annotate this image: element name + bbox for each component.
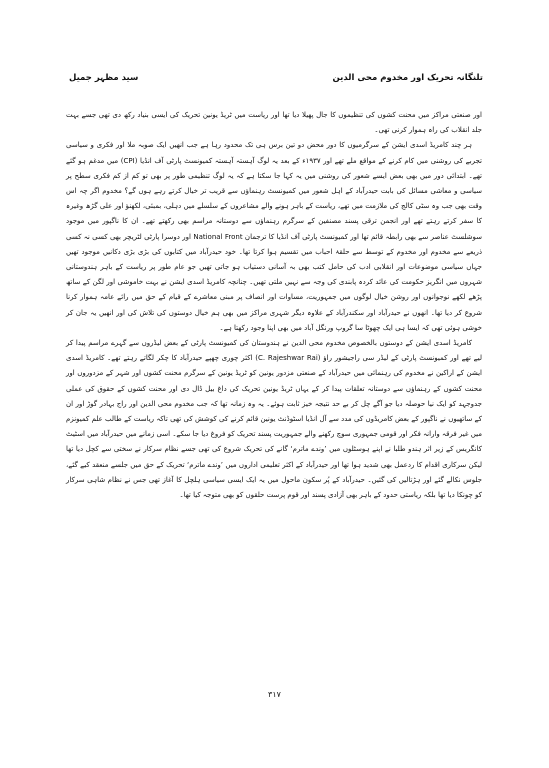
running-header-author: سید مظہر جمیل xyxy=(69,73,139,83)
running-header-title: تلنگانہ تحریک اور مخدوم محی الدین xyxy=(332,73,483,83)
body-text xyxy=(66,108,482,503)
paragraph: ہر چند کامریڈ اسدی ایشن کے سرگرمیوں کا دور محض دو تین برس ہی تک محدود رہا ہے جب انھیں ایک صوبہ ملا اور فکری و سیاسی تجربے کی روشنی میں کام کرنے کے مواقع ملے تھے اور ۱۹۳۷ء کے بعد یہ لوگ آہستہ آہستہ کمیونسٹ پارٹی آف انڈیا (CPI) میں مدغم ہو گئے تھے۔ ابتدائی دور میں بھی بعض ایسے شعور کی روشنی میں یہ کہا جا سکتا ہے کہ یہ لوگ تنظیمی طور پر بھی تو کم از کم فکری سطح پر سیاسی و معاشی مسائل کی بابت حیدرآباد کے اہل شعور میں کمیونسٹ رہنماؤں سے قریب تر خیال کرتے رہے ہوں گے؟ مخدوم اگر چہ اس وقت بھی جب وہ سٹی کالج کی ملازمت میں تھے، ریاست کے باہر ہونے والے مشاعروں کے سلسلے میں دہلی، بمبئی، لکھنؤ اور علی گڑھ وغیرہ کا سفر کرتے رہتے تھے اور انجمن ترقی پسند مصنفین کے سرگرم رہنماؤں سے دوستانہ مراسم بھی رکھتے تھے۔ ان کا ناگپور میں موجود سوشلسٹ عناصر سے بھی رابطہ قائم تھا اور کمیونسٹ پارٹی آف انڈیا کا ترجمان National Front اور دوسرا پارٹی لٹریچر بھی کسی نہ کسی ذریعے سے مخدوم اور مخدوم کے توسط سے حلقۂ احباب میں تقسیم ہوا کرتا تھا۔ خود حیدرآباد میں کتابوں کی بڑی بڑی دکانیں موجود تھیں جہاں سیاسی موضوعات اور انقلابی ادب کی حامل کتب بھی بہ آسانی دستیاب ہو جاتی تھیں جو عام طور پر ریاست کے باہر ہندوستانی شہروں میں انگریز حکومت کی عائد کردہ پابندی کی وجہ سے نہیں ملتی تھیں۔ چنانچہ کامریڈ اسدی ایشن نے بہت خاموشی اور لگن کے ساتھ پڑھے لکھے نوجوانوں اور روشن خیال لوگوں میں جمہوریت، مساوات اور انصاف پر مبنی معاشرے کے قیام کے حق میں رائے عامہ ہموار کرنا شروع کر دیا تھا۔ انھوں نے حیدرآباد اور سکندرآباد کے علاوہ دیگر شہری مراکز میں بھی ہم خیال دوستوں کی تلاش کی اور انھیں یہ جان کر خوشی ہوئی تھی کہ ایسا ہی ایک چھوٹا سا گروپ ورنگل آباد میں بھی اپنا وجود رکھتا ہے۔ xyxy=(66,141,482,332)
paragraph: اور صنعتی مراکز میں محنت کشوں کی تنظیموں کا جال پھیلا دیا تھا اور ریاست میں ٹریڈ یونین تحریک کی ایسی بنیاد رکھ دی تھی جسے بہت جلد انقلاب کی راہ ہموار کرنی تھی۔ xyxy=(66,111,482,135)
page-number: ۳۱۷ xyxy=(268,690,281,699)
paragraph: کامریڈ اسدی ایشن کے دوستوں بالخصوص مخدوم محی الدین نے ہندوستان کی کمیونسٹ پارٹی کے بعض لیڈروں سے گہرے مراسم پیدا کر لیے تھے اور کمیونسٹ پارٹی کے لیڈر سی راجیشور راؤ (C. Rajeshwar Rai) اکثر چوری چھپے حیدرآباد کا چکر لگاتے رہتے تھے۔ کامریڈ اسدی ایشن کے اراکین نے مخدوم کی رہنمائی میں حیدرآباد کے صنعتی مزدور یونین کو ٹریڈ یونین کے سرگرم محنت کشوں اور شہر کے مزدوروں اور محنت کشوں کے رہنماؤں سے دوستانہ تعلقات پیدا کر کے یہاں ٹریڈ یونین تحریک کی داغ بیل ڈال دی اور محنت کشوں کے حقوق کی عملی جدوجہد کو ایک نیا حوصلہ دیا جو آگے چل کر بے حد نتیجہ خیز ثابت ہوئے۔ یہ وہ زمانہ تھا کہ جب مخدوم محی الدین اور راج بہادر گوڑ اور ان کے ساتھیوں نے ناگپور کے بعض کامریڈوں کی مدد سے آل انڈیا اسٹوڈنٹ یونین قائم کرنے کی کوشش کی تھی تاکہ ریاست کے طالب علم کمیونزم میں غیر فرقہ وارانہ فکر اور قومی جمہوری سوچ رکھنے والے جمہوریت پسند تحریک کو فروغ دیا جا سکے۔ اسی زمانے میں حیدرآباد میں اسٹیٹ کانگریس کے زیر اثر ہندو طلبا نے اپنے ہوسٹلوں میں ’وندے ماترم‘ گانے کی تحریک شروع کی تھی جسے نظام سرکار نے سختی سے کچل دیا تھا لیکن سرکاری اقدام کا ردعمل بھی شدید ہوا تھا اور حیدرآباد کے اکثر تعلیمی اداروں میں ’وندے ماترم‘ تحریک کے حق میں جلسے منعقد کیے گئے، جلوس نکالے گئے اور ہڑتالیں کی گئیں۔ حیدرآباد کے پُر سکون ماحول میں یہ ایک ایسی سیاسی ہلچل کا آغاز تھی جس نے نظام شاہی سرکار کو چونکا دیا تھا بلکہ ریاستی حدود کے باہر بھی آزادی پسند اور قوم پرست حلقوں کو بھی متوجہ کیا تھا۔ xyxy=(66,339,483,500)
